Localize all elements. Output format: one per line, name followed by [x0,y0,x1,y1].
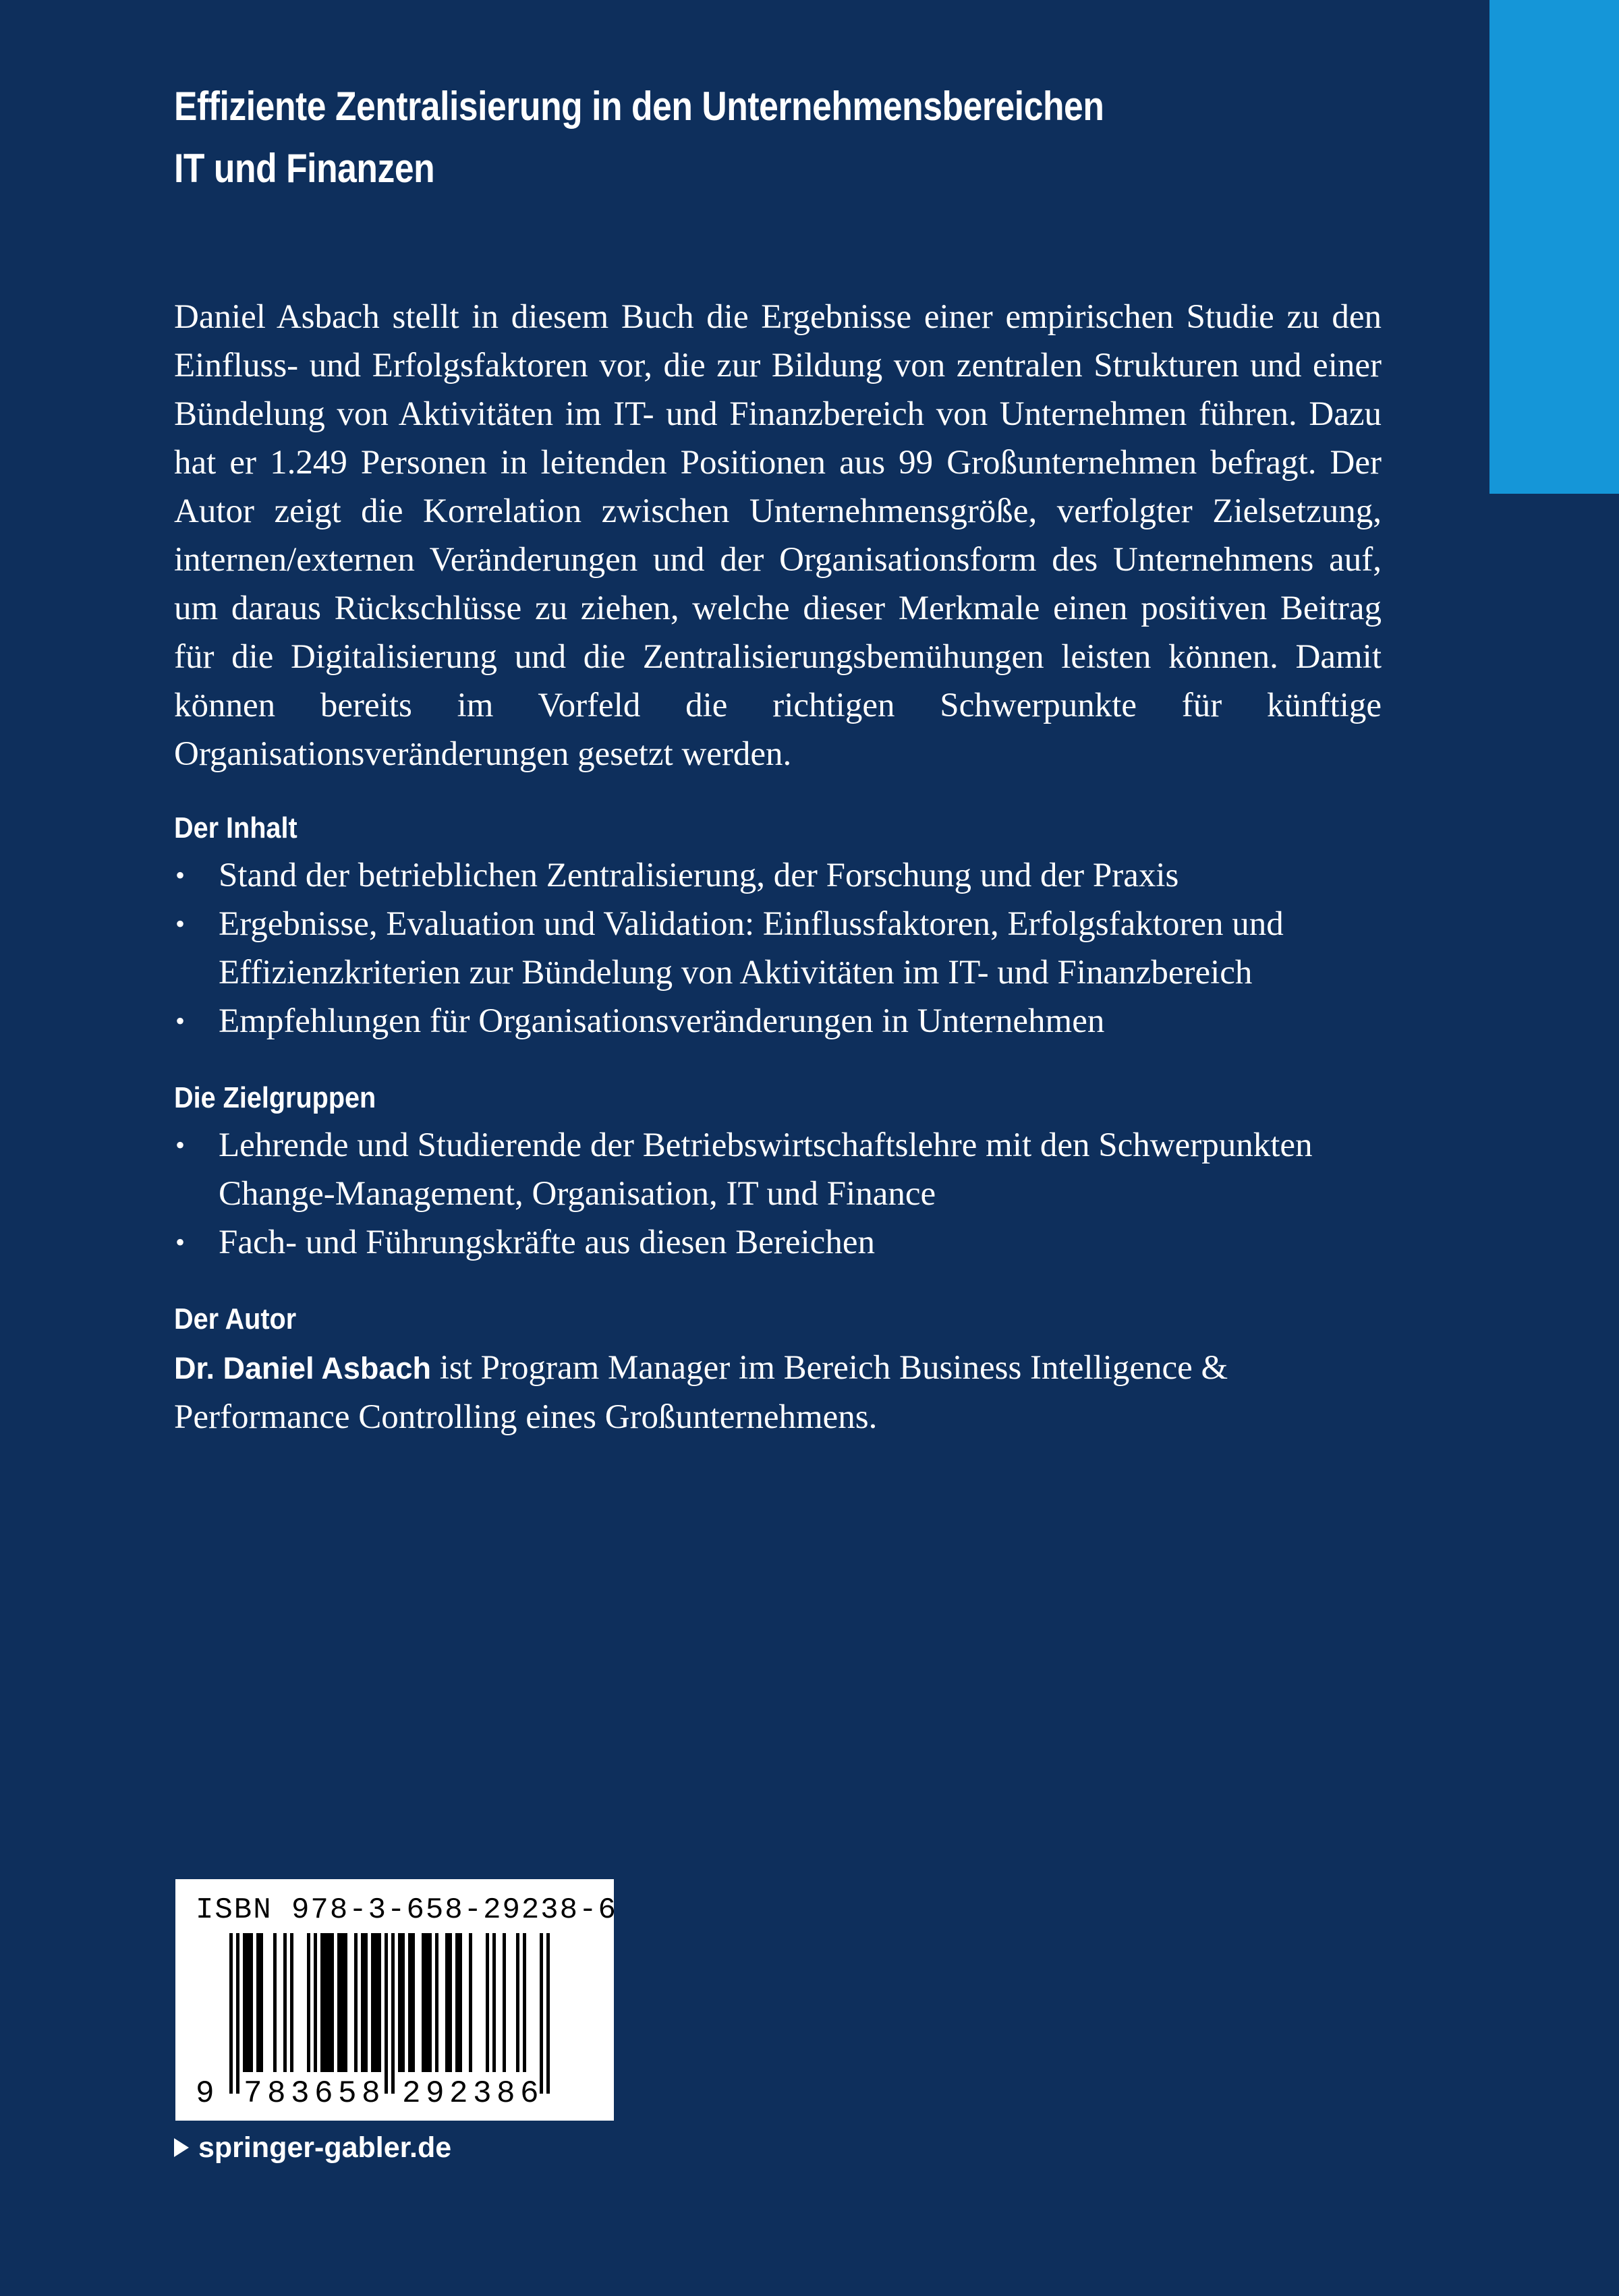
publisher-link[interactable] [174,2129,451,2166]
barcode-bar [327,1933,331,2072]
bullet-icon: • [175,1130,186,1160]
barcode-bar [459,1933,462,2072]
barcode-bar [411,1933,415,2072]
section-heading-inhalt: Der Inhalt [174,811,297,844]
barcode-bar [408,1933,411,2072]
barcode-guard-bar [229,1933,233,2094]
list-item-text: Ergebnisse, Evaluation und Validation: Einflussfaktoren, Erfolgsfaktoren und Effizienzkriterien zur Bündelung von Aktivitäten im IT- und Finanzbereich [219,905,1284,992]
barcode-bars [175,1879,614,2121]
barcode-digit: 9 [196,2076,215,2111]
bullet-icon: • [175,860,186,890]
zielgruppen-list [174,1121,1388,1267]
isbn-label: ISBN 978-3-658-29238-6 [196,1893,617,1927]
title-line-1: Effiziente Zentralisierung in den Unternehmensbereichen [174,84,1104,129]
barcode-bar [378,1933,381,2072]
list-item-text: Fach- und Führungskräfte aus diesen Bereichen [219,1224,875,1261]
barcode-bar [364,1933,368,2072]
accent-bar [1489,0,1619,494]
barcode-bar [455,1933,459,2072]
publisher-link-text[interactable]: springer-gabler.de [198,2131,452,2164]
barcode-bar [290,1933,293,2072]
barcode-guard-bar [540,1933,543,2094]
barcode-bar [428,1933,432,2072]
barcode-bar [243,1933,246,2072]
cover-title [174,76,1334,200]
list-item [174,1121,1388,1218]
barcode-digit: 6 [314,2076,333,2111]
barcode-bar [273,1933,277,2072]
barcode-bar [344,1933,347,2072]
list-item-text: Lehrende und Studierende der Betriebswirtschaftslehre mit den Schwerpunkten Change-Management, Organisation, IT und Finance [219,1126,1313,1213]
barcode-digit: 8 [362,2076,380,2111]
bullet-icon: • [175,1006,186,1036]
intro-paragraph: Daniel Asbach stellt in diesem Buch die Ergebnisse einer empirischen Studie zu den Einfluss- und Erfolgsfaktoren vor, die zur Bildung von zentralen Strukturen und einer Bündelung von Aktivitäten im IT- und Finanzbereich von Unternehmen führen. Dazu hat er 1.249 Personen in leitenden Positionen aus 99 Großunternehmen befragt. Der Autor zeigt die Korrelation zwischen Unternehmensgröße, verfolgter Zielsetzung, internen/externen Veränderungen und der Organisationsform des Unternehmens auf, um daraus Rückschlüsse zu ziehen, welche dieser Merkmale einen positiven Beitrag für die Digitalisierung und die Zentralisierungsbemühungen leisten können. Damit können bereits im Vorfeld die richtigen Schwerpunkte für künftige Organisationsveränderungen gesetzt werden. [174,298,1382,773]
barcode-bar [371,1933,374,2072]
author-name: Dr. Daniel Asbach [174,1351,431,1385]
play-triangle-icon [174,2138,189,2157]
barcode-bar [516,1933,519,2072]
barcode-bar [341,1933,344,2072]
barcode-bar [486,1933,489,2072]
barcode-bar [283,1933,287,2072]
barcode-bar [503,1933,506,2072]
inhalt-list [174,851,1388,1045]
barcode-guard-bar [391,1933,395,2094]
barcode-bar [337,1933,341,2072]
barcode-digit: 3 [473,2076,492,2111]
barcode-digit: 8 [496,2076,515,2111]
section-heading-autor: Der Autor [174,1302,297,1336]
barcode-bar [320,1933,324,2072]
barcode-digit: 2 [402,2076,421,2111]
barcode-bar [331,1933,334,2072]
barcode-digit: 8 [267,2076,286,2111]
barcode-bar [250,1933,253,2072]
barcode-guard-bar [385,1933,388,2094]
barcode-bar [324,1933,327,2072]
barcode-bar [398,1933,401,2072]
list-item [174,900,1388,997]
barcode-digit: 7 [244,2076,262,2111]
barcode-bar [361,1933,364,2072]
barcode-digit: 6 [520,2076,539,2111]
barcode-bar [435,1933,438,2072]
barcode-bar [492,1933,496,2072]
section-heading-zielgruppen: Die Zielgruppen [174,1081,376,1114]
list-item-text: Stand der betrieblichen Zentralisierung, der Forschung und der Praxis [219,857,1179,894]
barcode-digit: 9 [426,2076,445,2111]
list-item [174,851,1388,900]
barcode-bar [422,1933,425,2072]
barcode-bar [246,1933,250,2072]
barcode-bar [523,1933,526,2072]
barcode-bar [401,1933,405,2072]
author-description: ist Program Manager im Bereich Business Intelligence & Performance Controlling eines Großunternehmens. [174,1349,1228,1436]
isbn-barcode [175,1879,617,2121]
barcode-bar [256,1933,260,2072]
barcode-bar [445,1933,449,2072]
list-item [174,997,1388,1045]
barcode-bar [469,1933,472,2072]
title-line-2: IT und Finanzen [174,146,435,191]
barcode-bar [374,1933,378,2072]
barcode-digit: 2 [449,2076,468,2111]
barcode-bar [307,1933,310,2072]
barcode-bar [425,1933,428,2072]
back-cover-content [174,76,1388,1441]
barcode-bar [314,1933,317,2072]
author-bio [174,1344,1382,1441]
list-item [174,1218,1388,1267]
list-item-text: Empfehlungen für Organisationsveränderungen in Unternehmen [219,1002,1105,1040]
barcode-guard-bar [546,1933,550,2094]
barcode-bar [449,1933,452,2072]
bullet-icon: • [175,909,186,939]
barcode-digit: 3 [291,2076,310,2111]
barcode-bar [354,1933,358,2072]
barcode-guard-bar [236,1933,239,2094]
barcode-digit: 5 [338,2076,357,2111]
barcode-bar [260,1933,263,2072]
bullet-icon: • [175,1227,186,1257]
